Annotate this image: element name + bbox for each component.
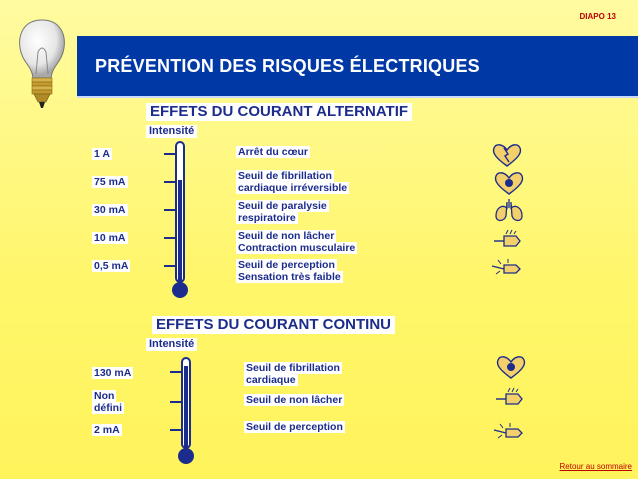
cont-value-3: 2 mA: [94, 424, 120, 436]
alt-desc-5: [236, 259, 343, 283]
alt-value-3: 30 mA: [94, 204, 126, 216]
back-to-summary-link[interactable]: Retour au sommaire: [559, 462, 632, 471]
hand-shock-icon: [490, 256, 524, 282]
cont-desc-1-line1: Seuil de fibrillation: [246, 362, 340, 374]
alt-desc-4: [236, 230, 357, 254]
title-bar: [77, 36, 638, 98]
hand-shock-icon: [492, 420, 526, 446]
alt-desc-1: [236, 146, 310, 158]
cont-desc-2: [244, 394, 344, 406]
lungs-icon: [492, 198, 526, 224]
hand-grip-icon: [492, 228, 526, 254]
alt-desc-5-line1: Seuil de perception: [238, 259, 335, 271]
direct-current-heading: EFFETS DU COURANT CONTINU: [152, 316, 395, 334]
alt-value-4: 10 mA: [94, 232, 126, 244]
cont-desc-3-line1: Seuil de perception: [246, 421, 343, 433]
hand-grip-icon: [494, 386, 528, 412]
thermometer-gauge-continu: [166, 356, 206, 466]
cont-value-2b: défini: [94, 402, 122, 414]
cont-value-1: 130 mA: [94, 367, 132, 379]
alternating-current-heading: EFFETS DU COURANT ALTERNATIF: [146, 103, 412, 121]
alt-desc-2-line1: Seuil de fibrillation: [238, 170, 332, 182]
alt-desc-3-line1: Seuil de paralysie: [238, 200, 327, 212]
alt-value-5: 0,5 mA: [94, 260, 129, 272]
alt-desc-4-line2: Contraction musculaire: [238, 242, 356, 254]
cont-desc-1-line2: cardiaque: [246, 374, 296, 386]
heart-stopped-icon: [490, 142, 524, 168]
cont-value-2: Non: [94, 390, 115, 402]
alt-desc-5-line2: Sensation très faible: [238, 271, 341, 283]
alt-desc-2-line2: cardiaque irréversible: [238, 182, 348, 194]
cont-desc-1: [244, 362, 342, 386]
alt-desc-2: [236, 170, 349, 194]
alt-value-2: 75 mA: [94, 176, 126, 188]
alternating-intensity-label: Intensité: [146, 125, 197, 138]
heart-fibrillation-icon: [492, 170, 526, 196]
alt-value-1: 1 A: [94, 148, 110, 160]
slide-number: DIAPO 13: [579, 12, 616, 21]
alt-desc-4-line1: Seuil de non lâcher: [238, 230, 335, 242]
alt-desc-1-line1: Arrêt du cœur: [238, 146, 309, 158]
heart-fibrillation-icon: [494, 354, 528, 380]
direct-intensity-label: Intensité: [146, 338, 197, 351]
thermometer-gauge: [160, 140, 200, 300]
cont-desc-3: [244, 421, 345, 433]
light-bulb-icon: [12, 14, 72, 124]
cont-desc-2-line1: Seuil de non lâcher: [246, 394, 343, 406]
alt-desc-3: [236, 200, 329, 224]
page-title: PRÉVENTION DES RISQUES ÉLECTRIQUES: [95, 56, 480, 76]
alt-desc-3-line2: respiratoire: [238, 212, 296, 224]
